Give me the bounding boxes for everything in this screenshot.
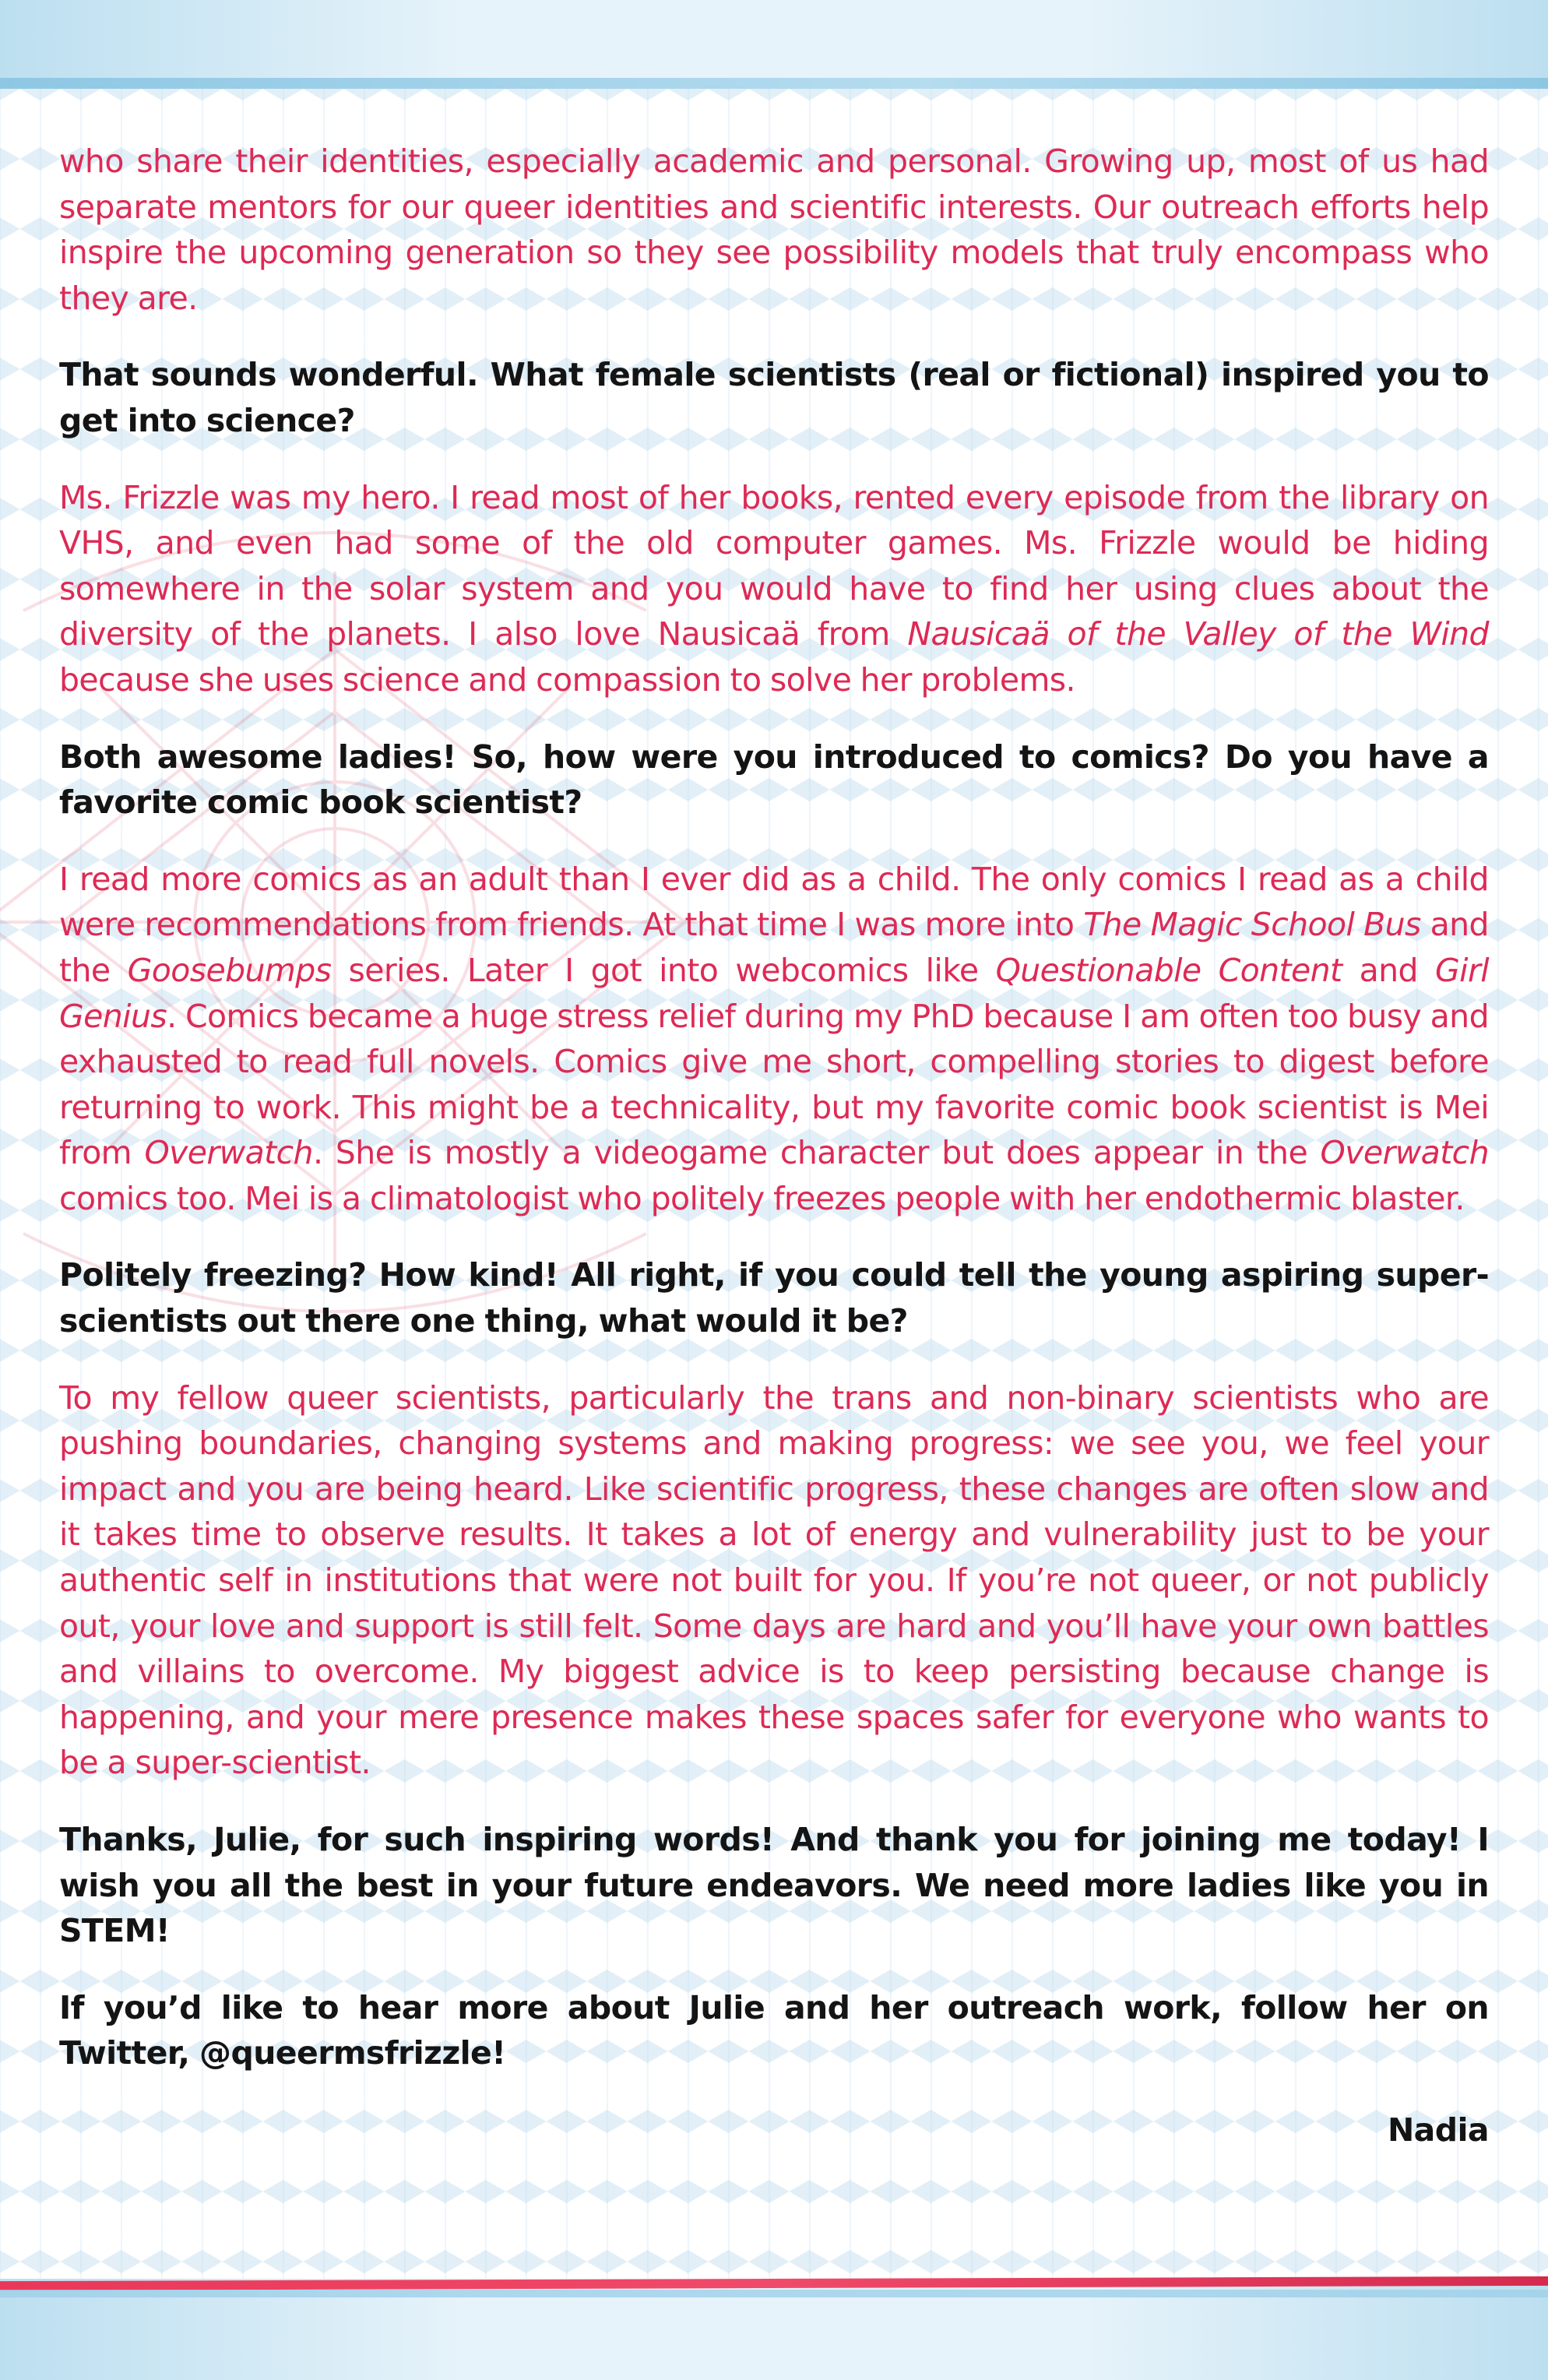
answer-text: and the	[59, 906, 1489, 989]
answer-paragraph	[59, 857, 1489, 1222]
question-paragraph: Both awesome ladies! So, how were you introduced to comics? Do you have a favorite comic book scientist?	[59, 738, 1489, 822]
answer-text: Ms. Frizzle was my hero. I read most of her books, rented every episode from the library on VHS, and even had some of the old computer games. Ms. Frizzle would be hiding somewhere in the solar system and you would have to find her using clues about the diversity of the planets. I also love Nausicaä from	[59, 478, 1489, 653]
title-text: Girl Genius	[59, 951, 1490, 1035]
answer-text: I read more comics as an adult than I ever did as a child. The only comics I read as a child were recommendations from friends. At that time I was more into	[59, 860, 1489, 944]
title-text: Questionable Content	[995, 951, 1342, 989]
answer-text: . She is mostly a videogame character but does appear in the	[312, 1134, 1321, 1172]
question-paragraph: Politely freezing? How kind! All right, if you could tell the young aspiring super-scientists out there one thing, what would it be?	[59, 1256, 1489, 1340]
answer-text: series. Later I got into webcomics like	[331, 951, 996, 989]
answer-paragraph: To my fellow queer scientists, particularly the trans and non-binary scientists who are pushing boundaries, changing systems and making progress: we see you, we feel your impact and you are being heard. Like scientific progress, these changes are often slow and it takes time to observe results. It takes a lot of energy and vulnerability just to be your authentic self in institutions that were not built for you. If you’re not queer, or not publicly out, your love and support is still felt. Some days are hard and you’ll have your own battles and villains to overcome. My biggest advice is to keep persisting because change is happening, and your mere presence makes these spaces safer for everyone who wants to be a super-scientist.	[59, 1378, 1489, 1782]
bottom-blue-band	[0, 2290, 1548, 2297]
interview-article	[59, 139, 1489, 2185]
signature: Nadia	[1387, 2111, 1489, 2149]
title-text: Nausicaä of the Valley of the Wind	[907, 615, 1489, 653]
answer-text: because she uses science and compassion to solve her problems.	[59, 660, 1075, 699]
answer-text: comics too. Mei is a climatologist who politely freezes people with her endothermic blaster.	[59, 1179, 1465, 1217]
closing-paragraph: Thanks, Julie, for such inspiring words! And thank you for joining me today! I wish you all the best in your future endeavors. We need more ladies like you in STEM!	[59, 1821, 1489, 1950]
title-text: Overwatch	[144, 1134, 313, 1172]
answer-text: and	[1342, 951, 1435, 989]
top-band	[0, 78, 1548, 89]
title-text: Overwatch	[1320, 1134, 1489, 1172]
title-text: Goosebumps	[127, 951, 332, 989]
answer-text: . Comics became a huge stress relief during my PhD because I am often too busy and exhausted to read full novels. Comics give me short, compelling stories to digest before returning to work. This might be a technicality, but my favorite comic book scientist is Mei from	[59, 997, 1489, 1172]
closing-paragraph: If you’d like to hear more about Julie and her outreach work, follow her on Twitter, @queermsfrizzle!	[59, 1988, 1489, 2072]
answer-paragraph	[59, 475, 1489, 703]
answer-paragraph: who share their identities, especially academic and personal. Growing up, most of us had separate mentors for our queer identities and scientific interests. Our outreach efforts help inspire the upcoming generation so they see possibility models that truly encompass who they are.	[59, 143, 1489, 317]
question-paragraph: That sounds wonderful. What female scientists (real or fictional) inspired you to get into science?	[59, 356, 1489, 439]
title-text: The Magic School Bus	[1083, 906, 1421, 944]
